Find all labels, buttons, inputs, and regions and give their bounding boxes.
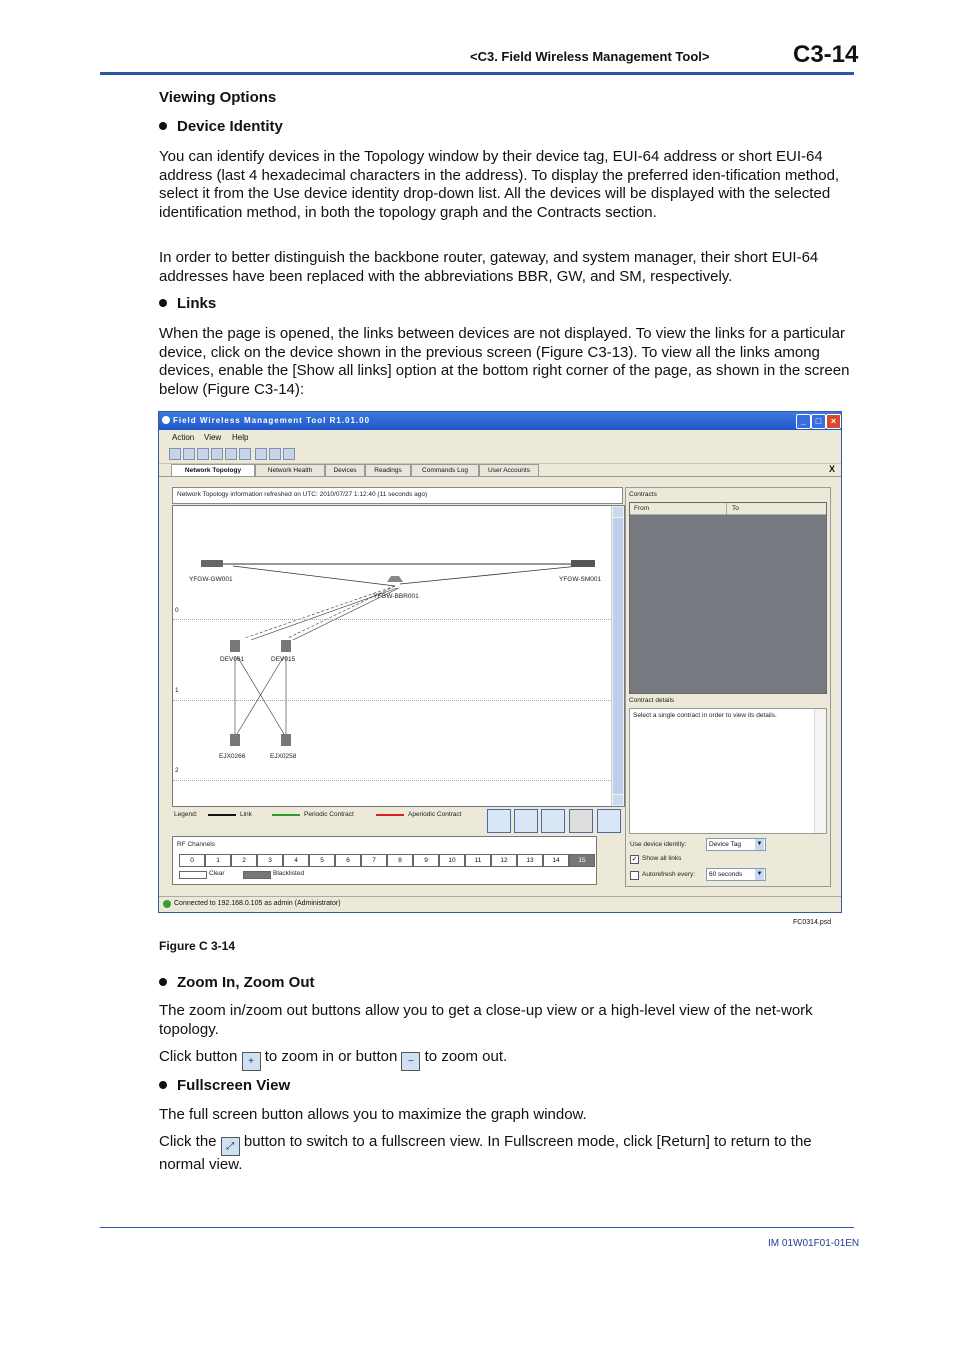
rf-channel: 1	[205, 854, 231, 867]
legend-periodic-swatch	[272, 814, 300, 816]
bullet-icon	[159, 122, 167, 130]
rf-channel: 2	[231, 854, 257, 867]
bullet-icon	[159, 978, 167, 986]
tab-devices[interactable]: Devices	[325, 464, 365, 476]
graph-scrollbar[interactable]	[611, 506, 624, 806]
autorefresh-label: Autorefresh every:	[642, 871, 696, 878]
chevron-down-icon[interactable]: ▼	[755, 869, 764, 880]
fullscreen-paragraph-2: Click the ⤢ button to switch to a fullscreen view. In Fullscreen mode, click [Return] to return to the normal view.	[159, 1133, 812, 1173]
rf-channel: 10	[439, 854, 465, 867]
close-icon[interactable]: ×	[826, 414, 841, 429]
device-label-gw: YFGW-GW001	[189, 576, 233, 583]
legend	[172, 808, 482, 828]
network-icon[interactable]	[211, 448, 223, 460]
contracts-table-header	[630, 503, 826, 515]
toolbar	[159, 445, 841, 464]
tab-network-health[interactable]: Network Health	[255, 464, 325, 476]
contract-details-box	[629, 708, 827, 834]
rf-channel: 14	[543, 854, 569, 867]
status-bar	[159, 896, 841, 912]
figure-caption: Figure C 3-14	[159, 939, 236, 953]
autorefresh-select[interactable]: 60 seconds	[706, 868, 766, 881]
tab-readings[interactable]: Readings	[365, 464, 411, 476]
menu-help[interactable]: Help	[232, 433, 249, 442]
info-icon[interactable]	[197, 448, 209, 460]
refresh-button[interactable]	[597, 809, 621, 833]
tab-divider	[159, 476, 841, 477]
rf-clear: Clear	[209, 870, 225, 877]
refresh-info-text: Network Topology information refreshed on UTC: 2010/07/27 1:12:40 (11 seconds ago)	[177, 491, 428, 498]
tab-network-topology[interactable]: Network Topology	[171, 464, 255, 476]
fullscreen-button[interactable]	[487, 809, 511, 833]
footer-doc-id: IM 01W01F01-01EN	[768, 1238, 860, 1249]
maximize-icon[interactable]: □	[811, 414, 826, 429]
connected-icon	[163, 900, 171, 908]
contracts-table[interactable]	[629, 502, 827, 694]
tab-user-accounts[interactable]: User Accounts	[479, 464, 539, 476]
legend-aperiodic: Aperiodic Contract	[408, 811, 462, 818]
monitor-icon[interactable]	[255, 448, 267, 460]
chevron-down-icon[interactable]: ▼	[755, 839, 764, 850]
legend-periodic: Periodic Contract	[304, 811, 354, 818]
settings-button[interactable]	[569, 809, 593, 833]
rf-channel: 6	[335, 854, 361, 867]
device-label-bbr: YFGW-BBR001	[373, 593, 419, 600]
legend-link-swatch	[208, 814, 236, 816]
device-identity-heading: Device Identity	[159, 118, 283, 135]
disconnect-icon[interactable]	[183, 448, 195, 460]
rf-channel: 12	[491, 854, 517, 867]
show-all-links-checkbox[interactable]: ✓	[631, 856, 638, 863]
rf-channel: 0	[179, 854, 205, 867]
level-divider	[173, 619, 611, 620]
device-identity-paragraph-1: You can identify devices in the Topology window by their device tag, EUI-64 address or short EUI-64 address (last 4 hexadecimal characters in the address). To display the preferred iden-tification method, select it from the Use device identity drop-down list. All the devices will be displayed with the selected identification method, in both the topology graph and the Contracts section.	[159, 148, 840, 221]
links-paragraph: When the page is opened, the links between devices are not displayed. To view the links for a particular device, click on the device shown in the previous screen (Figure C3-13). To view all the links among devices, enable the [Show all links] option at the bottom right corner of the page, as shown in the screen below (Figure C3-14):	[159, 325, 850, 398]
device-label-dev015: DEV015	[271, 656, 296, 663]
connect-icon[interactable]	[169, 448, 181, 460]
footer-rule	[100, 1227, 854, 1228]
minimize-icon[interactable]: _	[796, 414, 811, 429]
section-heading: Viewing Options	[159, 89, 277, 106]
autorefresh-checkbox[interactable]	[630, 871, 639, 880]
rf-channel: 3	[257, 854, 283, 867]
zoom-out-icon: −	[401, 1052, 420, 1071]
contract-details-title: Contract details	[629, 697, 675, 704]
rf-channel: 11	[465, 854, 491, 867]
scroll-thumb[interactable]	[613, 518, 623, 794]
level-divider	[173, 700, 611, 701]
device-label-sm: YFGW-SM001	[559, 576, 602, 583]
details-scrollbar[interactable]	[814, 709, 826, 833]
links-heading: Links	[159, 295, 216, 312]
device-identity-paragraph-2: In order to better distinguish the backbone router, gateway, and system manager, their short EUI-64 addresses have been replaced with the abbreviations BBR, GW, and SM, respectively.	[159, 249, 819, 285]
col-to: To	[732, 505, 739, 512]
app-screenshot	[158, 411, 842, 913]
zoom-heading: Zoom In, Zoom Out	[159, 974, 314, 991]
window-title: Field Wireless Management Tool R1.01.00	[173, 416, 371, 425]
bullet-icon	[159, 299, 167, 307]
zoom-paragraph-2: Click button + to zoom in or button − to zoom out.	[159, 1048, 854, 1071]
refresh-info-box	[172, 487, 623, 504]
zoom-paragraph-1: The zoom in/zoom out buttons allow you to get a close-up view or a high-level view of the net-work topology.	[159, 1002, 813, 1038]
rf-channel: 9	[413, 854, 439, 867]
status-text: Connected to 192.168.0.105 as admin (Administrator)	[174, 900, 341, 907]
export-icon[interactable]	[283, 448, 295, 460]
clear-swatch	[179, 871, 207, 879]
scroll-down-icon[interactable]	[613, 795, 623, 805]
level-label-2: 2	[175, 767, 179, 774]
device-label-ejx0266: EJX0266	[219, 753, 246, 760]
col-from: From	[634, 505, 650, 512]
legend-aperiodic-swatch	[376, 814, 404, 816]
rf-channels-panel	[172, 836, 597, 885]
header-rule	[100, 72, 854, 75]
close-tab-icon[interactable]: X	[829, 464, 836, 474]
device-label-dev061: DEV061	[220, 656, 245, 663]
topology-graph[interactable]	[172, 505, 625, 807]
level-label-0: 0	[175, 607, 179, 614]
rf-channel: 13	[517, 854, 543, 867]
rf-channel: 8	[387, 854, 413, 867]
wireless-icon[interactable]	[225, 448, 237, 460]
rf-channel: 5	[309, 854, 335, 867]
rf-channel: 4	[283, 854, 309, 867]
level-divider	[173, 780, 611, 781]
scroll-up-icon[interactable]	[613, 507, 623, 517]
bullet-icon	[159, 1081, 167, 1089]
contracts-title: Contracts	[629, 491, 657, 498]
figure-file-label: FC0314.psd	[793, 919, 832, 926]
legend-link: Link	[240, 811, 252, 818]
zoom-in-button[interactable]	[514, 809, 538, 833]
settings-icon[interactable]	[239, 448, 251, 460]
level-label-1: 1	[175, 687, 179, 694]
rf-title: RF Channels	[177, 841, 215, 848]
fullscreen-paragraph-1: The full screen button allows you to maximize the graph window.	[159, 1106, 587, 1123]
rf-channel-blacklisted: 15	[569, 854, 595, 867]
col-divider	[726, 503, 727, 514]
show-all-links-label: Show all links	[642, 855, 682, 862]
legend-title: Legend:	[174, 811, 198, 818]
menu-view[interactable]: View	[204, 433, 222, 442]
contract-details-text: Select a single contract in order to view its details.	[633, 712, 777, 719]
report-icon[interactable]	[269, 448, 281, 460]
blacklisted-swatch	[243, 871, 271, 879]
rf-blacklisted: Blacklisted	[273, 870, 305, 877]
device-label-ejx0258: EJX0258	[270, 753, 297, 760]
fullscreen-heading: Fullscreen View	[159, 1077, 290, 1094]
zoom-in-icon: +	[242, 1052, 261, 1071]
page-number: C3-14	[793, 41, 859, 68]
menu-bar	[159, 431, 841, 444]
contracts-panel	[625, 487, 831, 887]
title-bar	[159, 412, 841, 430]
tab-commands-log[interactable]: Commands Log	[411, 464, 479, 476]
running-header: <C3. Field Wireless Management Tool>	[470, 49, 710, 64]
fullscreen-icon: ⤢	[221, 1137, 240, 1156]
menu-action[interactable]: Action	[172, 433, 195, 442]
identity-select[interactable]: Device Tag	[706, 838, 766, 851]
rf-channel: 7	[361, 854, 387, 867]
app-icon	[162, 416, 170, 424]
zoom-out-button[interactable]	[541, 809, 565, 833]
identity-label: Use device identity:	[630, 841, 687, 848]
